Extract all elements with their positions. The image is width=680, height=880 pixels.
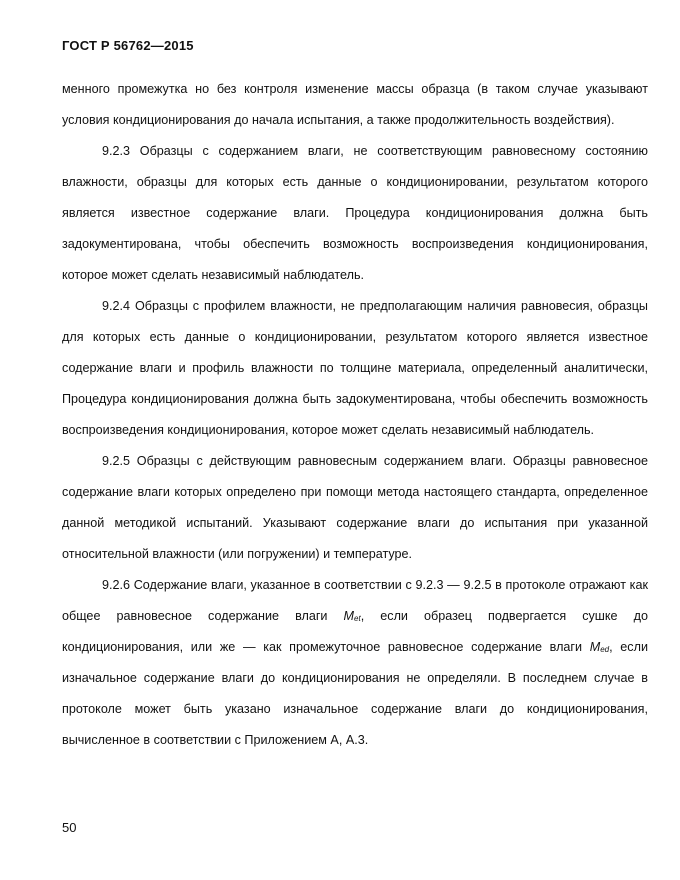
paragraph-continuation: менного промежутка но без контроля изменение массы образца (в таком случае указывают условия кондиционирования до начала испытания, а также продолжительность воздействия). [62,82,648,127]
symbol-m-ed: $M_{ed}$ [589,640,610,654]
symbol-m-et: $M_{et}$ [343,609,361,623]
document-header: ГОСТ Р 56762—2015 [62,38,194,53]
paragraph-9-2-6 [62,570,648,756]
paragraph-9-2-6-text-2: , если образец подвергается сушке до кондиционирования, или же — как промежуточное равновесное содержание влаги [62,609,648,654]
page-number: 50 [62,820,77,835]
paragraph-9-2-6-text-1: 9.2.6 Содержание влаги, указанное в соответствии с 9.2.3 — 9.2.5 в протоколе отражают как общее равновесное содержание влаги [62,578,648,623]
paragraph-9-2-3: 9.2.3 Образцы с содержанием влаги, не соответствующим равновесному состоянию влажности, образцы для которых есть данные о кондиционировании, результатом которого является известное содержание влаги. Процедура кондиционирования должна быть задокументирована, чтобы обеспечить возможность воспроизведения кондиционирования, которое может сделать независимый наблюдатель. [62,144,648,282]
document-body [62,74,648,756]
paragraph-9-2-4: 9.2.4 Образцы с профилем влажности, не предполагающим наличия равновесия, образцы для которых есть данные о кондиционировании, результатом которого является известное содержание влаги и профиль влажности по толщине материала, определенный аналитически, Процедура кондиционирования должна быть задокументирована, чтобы обеспечить возможность воспроизведения кондиционирования, которое может сделать независимый наблюдатель. [62,299,648,437]
paragraph-9-2-6-text-3: , если изначальное содержание влаги до кондиционирования не определяли. В последнем случае в протоколе может быть указано изначальное содержание влаги до кондиционирования, вычисленное в соответствии с Приложением А, А.3. [62,640,648,747]
paragraph-9-2-5: 9.2.5 Образцы с действующим равновесным содержанием влаги. Образцы равновесное содержание влаги которых определено при помощи метода настоящего стандарта, определенное данной методикой испытаний. Указывают содержание влаги до испытания при указанной относительной влажности (или погружении) и температуре. [62,454,648,561]
